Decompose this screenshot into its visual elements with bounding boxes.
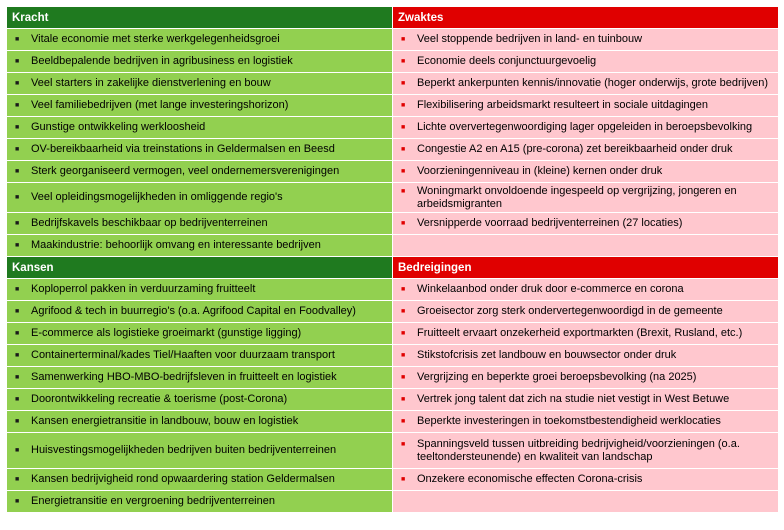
swot-table — [6, 6, 779, 513]
square-bullet-icon: ■ — [15, 124, 20, 131]
list-item — [7, 121, 392, 134]
table-row — [7, 433, 779, 469]
item-text: Groeisector zorg sterk ondervertegenwoordigd in de gemeente — [417, 305, 723, 317]
square-bullet-icon: ■ — [15, 447, 20, 454]
weaknesses-cell — [393, 29, 779, 51]
square-bullet-icon: ■ — [15, 36, 20, 43]
top-section — [7, 7, 779, 257]
list-item — [7, 349, 392, 362]
square-bullet-icon: ■ — [401, 187, 406, 195]
table-row — [7, 235, 779, 257]
square-bullet-icon: ■ — [401, 124, 406, 131]
threats-cell — [393, 389, 779, 411]
list-item — [7, 143, 392, 156]
strengths-cell — [7, 51, 393, 73]
item-text: Economie deels conjunctuurgevoelig — [417, 55, 597, 67]
list-item — [7, 191, 392, 204]
list-item — [7, 239, 392, 252]
threats-cell — [393, 411, 779, 433]
header-row-bottom — [7, 257, 779, 279]
weaknesses-cell — [393, 213, 779, 235]
weaknesses-cell — [393, 117, 779, 139]
list-item — [7, 371, 392, 384]
strengths-cell — [7, 139, 393, 161]
item-text: Veel starters in zakelijke dienstverlening en bouw — [31, 77, 271, 89]
opportunities-cell — [7, 411, 393, 433]
list-item — [393, 217, 778, 230]
item-text: Winkelaanbod onder druk door e-commerce en corona — [417, 283, 684, 295]
item-text: Gunstige ontwikkeling werkloosheid — [31, 121, 206, 133]
weaknesses-cell — [393, 235, 779, 257]
opportunities-cell — [7, 345, 393, 367]
square-bullet-icon: ■ — [401, 286, 406, 293]
list-item — [393, 415, 778, 428]
item-text: Beperkt ankerpunten kennis/innovatie (hoger onderwijs, grote bedrijven) — [417, 77, 768, 89]
bottom-section — [7, 257, 779, 513]
weaknesses-cell — [393, 95, 779, 117]
list-item — [7, 283, 392, 296]
strengths-cell — [7, 235, 393, 257]
strengths-cell — [7, 95, 393, 117]
threats-cell — [393, 279, 779, 301]
opportunities-cell — [7, 367, 393, 389]
table-row — [7, 51, 779, 73]
list-item — [393, 185, 778, 211]
threats-cell — [393, 491, 779, 513]
list-item — [393, 121, 778, 134]
item-text: E-commerce als logistieke groeimarkt (gunstige ligging) — [31, 327, 302, 339]
item-text: Bedrijfskavels beschikbaar op bedrijventerreinen — [31, 217, 268, 229]
square-bullet-icon: ■ — [401, 102, 406, 109]
item-text: Kansen bedrijvigheid rond opwaardering station Geldermalsen — [31, 473, 335, 485]
square-bullet-icon: ■ — [401, 80, 406, 87]
item-text: Onzekere economische effecten Corona-crisis — [417, 473, 643, 485]
item-text: Flexibilisering arbeidsmarkt resulteert in sociale uitdagingen — [417, 99, 709, 111]
item-text: Energietransitie en vergroening bedrijventerreinen — [31, 495, 275, 507]
table-row — [7, 469, 779, 491]
item-text: Vergrijzing en beperkte groei beroepsbevolking (na 2025) — [417, 371, 697, 383]
table-row — [7, 161, 779, 183]
opportunities-cell — [7, 323, 393, 345]
item-text: Koploperrol pakken in verduurzaming fruitteelt — [31, 283, 256, 295]
strengths-cell — [7, 73, 393, 95]
square-bullet-icon: ■ — [401, 352, 406, 359]
list-item — [7, 444, 392, 457]
table-row — [7, 29, 779, 51]
table-row — [7, 183, 779, 213]
strengths-cell — [7, 213, 393, 235]
list-item — [393, 393, 778, 406]
opportunities-header: Kansen — [7, 257, 393, 279]
square-bullet-icon: ■ — [15, 58, 20, 65]
list-item — [7, 165, 392, 178]
item-text: Agrifood & tech in buurregio's (o.a. Agrifood Capital en Foodvalley) — [31, 305, 356, 317]
strengths-cell — [7, 161, 393, 183]
list-item — [393, 77, 778, 90]
item-text: Lichte oververtegenwoordiging lager opgeleiden in beroepsbevolking — [417, 121, 753, 133]
square-bullet-icon: ■ — [401, 168, 406, 175]
square-bullet-icon: ■ — [15, 330, 20, 337]
square-bullet-icon: ■ — [401, 374, 406, 381]
list-item — [393, 165, 778, 178]
item-text: Samenwerking HBO-MBO-bedrijfsleven in fruitteelt en logistiek — [31, 371, 337, 383]
weaknesses-cell — [393, 51, 779, 73]
strengths-cell — [7, 117, 393, 139]
table-row — [7, 411, 779, 433]
square-bullet-icon: ■ — [401, 330, 406, 337]
table-row — [7, 323, 779, 345]
table-row — [7, 279, 779, 301]
list-item — [393, 473, 778, 486]
list-item — [7, 217, 392, 230]
item-text: Veel familiebedrijven (met lange investeringshorizon) — [31, 99, 289, 111]
opportunities-cell — [7, 389, 393, 411]
list-item — [7, 55, 392, 68]
table-row — [7, 139, 779, 161]
list-item — [7, 415, 392, 428]
weaknesses-cell — [393, 161, 779, 183]
list-item — [7, 495, 392, 508]
item-text: Woningmarkt onvoldoende ingespeeld op vergrijzing, jongeren en arbeidsmigranten — [417, 184, 737, 210]
list-item — [393, 283, 778, 296]
square-bullet-icon: ■ — [15, 476, 20, 483]
weaknesses-header: Zwaktes — [393, 7, 779, 29]
threats-header: Bedreigingen — [393, 257, 779, 279]
threats-cell — [393, 301, 779, 323]
square-bullet-icon: ■ — [15, 396, 20, 403]
opportunities-cell — [7, 279, 393, 301]
strengths-cell — [7, 29, 393, 51]
item-text: OV-bereikbaarheid via treinstations in Geldermalsen en Beesd — [31, 143, 335, 155]
item-text: Kansen energietransitie in landbouw, bouw en logistiek — [31, 415, 299, 427]
item-text: Versnipperde voorraad bedrijventerreinen (27 locaties) — [417, 217, 683, 229]
table-row — [7, 117, 779, 139]
table-row — [7, 95, 779, 117]
item-text: Beeldbepalende bedrijven in agribusiness en logistiek — [31, 55, 293, 67]
square-bullet-icon: ■ — [15, 308, 20, 315]
square-bullet-icon: ■ — [15, 498, 20, 505]
header-row-top — [7, 7, 779, 29]
square-bullet-icon: ■ — [401, 58, 406, 65]
square-bullet-icon: ■ — [401, 146, 406, 153]
item-text: Vertrek jong talent dat zich na studie niet vestigt in West Betuwe — [417, 393, 730, 405]
item-text: Congestie A2 en A15 (pre-corona) zet bereikbaarheid onder druk — [417, 143, 733, 155]
list-item — [7, 33, 392, 46]
table-row — [7, 491, 779, 513]
threats-cell — [393, 345, 779, 367]
item-text: Veel stoppende bedrijven in land- en tuinbouw — [417, 33, 643, 45]
list-item — [7, 393, 392, 406]
list-item — [393, 371, 778, 384]
square-bullet-icon: ■ — [15, 374, 20, 381]
table-row — [7, 345, 779, 367]
item-text: Vitale economie met sterke werkgelegenheidsgroei — [31, 33, 280, 45]
item-text: Voorzieningenniveau in (kleine) kernen onder druk — [417, 165, 663, 177]
item-text: Huisvestingsmogelijkheden bedrijven buiten bedrijventerreinen — [31, 444, 337, 456]
square-bullet-icon: ■ — [401, 440, 406, 448]
list-item — [393, 33, 778, 46]
table-row — [7, 301, 779, 323]
list-item — [393, 305, 778, 318]
item-text: Doorontwikkeling recreatie & toerisme (post-Corona) — [31, 393, 288, 405]
list-item — [7, 473, 392, 486]
weaknesses-cell — [393, 73, 779, 95]
list-item — [393, 99, 778, 112]
item-text: Maakindustrie: behoorlijk omvang en interessante bedrijven — [31, 239, 321, 251]
strengths-header: Kracht — [7, 7, 393, 29]
square-bullet-icon: ■ — [401, 476, 406, 483]
list-item — [393, 143, 778, 156]
square-bullet-icon: ■ — [15, 168, 20, 175]
list-item — [393, 55, 778, 68]
item-text: Stikstofcrisis zet landbouw en bouwsector onder druk — [417, 349, 677, 361]
threats-cell — [393, 469, 779, 491]
square-bullet-icon: ■ — [401, 308, 406, 315]
square-bullet-icon: ■ — [15, 146, 20, 153]
item-text: Veel opleidingsmogelijkheden in omliggende regio's — [31, 191, 283, 203]
list-item — [393, 327, 778, 340]
square-bullet-icon: ■ — [401, 220, 406, 227]
strengths-cell — [7, 183, 393, 213]
square-bullet-icon: ■ — [15, 242, 20, 249]
item-text: Containerterminal/kades Tiel/Haaften voor duurzaam transport — [31, 349, 335, 361]
opportunities-cell — [7, 491, 393, 513]
square-bullet-icon: ■ — [401, 396, 406, 403]
square-bullet-icon: ■ — [15, 220, 20, 227]
square-bullet-icon: ■ — [15, 80, 20, 87]
table-row — [7, 213, 779, 235]
square-bullet-icon: ■ — [15, 352, 20, 359]
list-item — [393, 349, 778, 362]
square-bullet-icon: ■ — [15, 102, 20, 109]
threats-cell — [393, 367, 779, 389]
list-item — [393, 438, 778, 464]
square-bullet-icon: ■ — [15, 286, 20, 293]
item-text: Beperkte investeringen in toekomstbestendigheid werklocaties — [417, 415, 721, 427]
list-item — [7, 305, 392, 318]
threats-cell — [393, 323, 779, 345]
list-item — [7, 77, 392, 90]
table-row — [7, 389, 779, 411]
list-item — [7, 327, 392, 340]
opportunities-cell — [7, 301, 393, 323]
opportunities-cell — [7, 469, 393, 491]
square-bullet-icon: ■ — [401, 418, 406, 425]
weaknesses-cell — [393, 139, 779, 161]
item-text: Spanningsveld tussen uitbreiding bedrijvigheid/voorzieningen (o.a. teeltondersteunende) en kwaliteit van landschap — [417, 437, 740, 463]
item-text: Fruitteelt ervaart onzekerheid exportmarkten (Brexit, Rusland, etc.) — [417, 327, 743, 339]
square-bullet-icon: ■ — [15, 418, 20, 425]
list-item — [7, 99, 392, 112]
square-bullet-icon: ■ — [15, 194, 20, 201]
threats-cell — [393, 433, 779, 469]
item-text: Sterk georganiseerd vermogen, veel ondernemersverenigingen — [31, 165, 340, 177]
weaknesses-cell — [393, 183, 779, 213]
opportunities-cell — [7, 433, 393, 469]
square-bullet-icon: ■ — [401, 36, 406, 43]
table-row — [7, 73, 779, 95]
table-row — [7, 367, 779, 389]
